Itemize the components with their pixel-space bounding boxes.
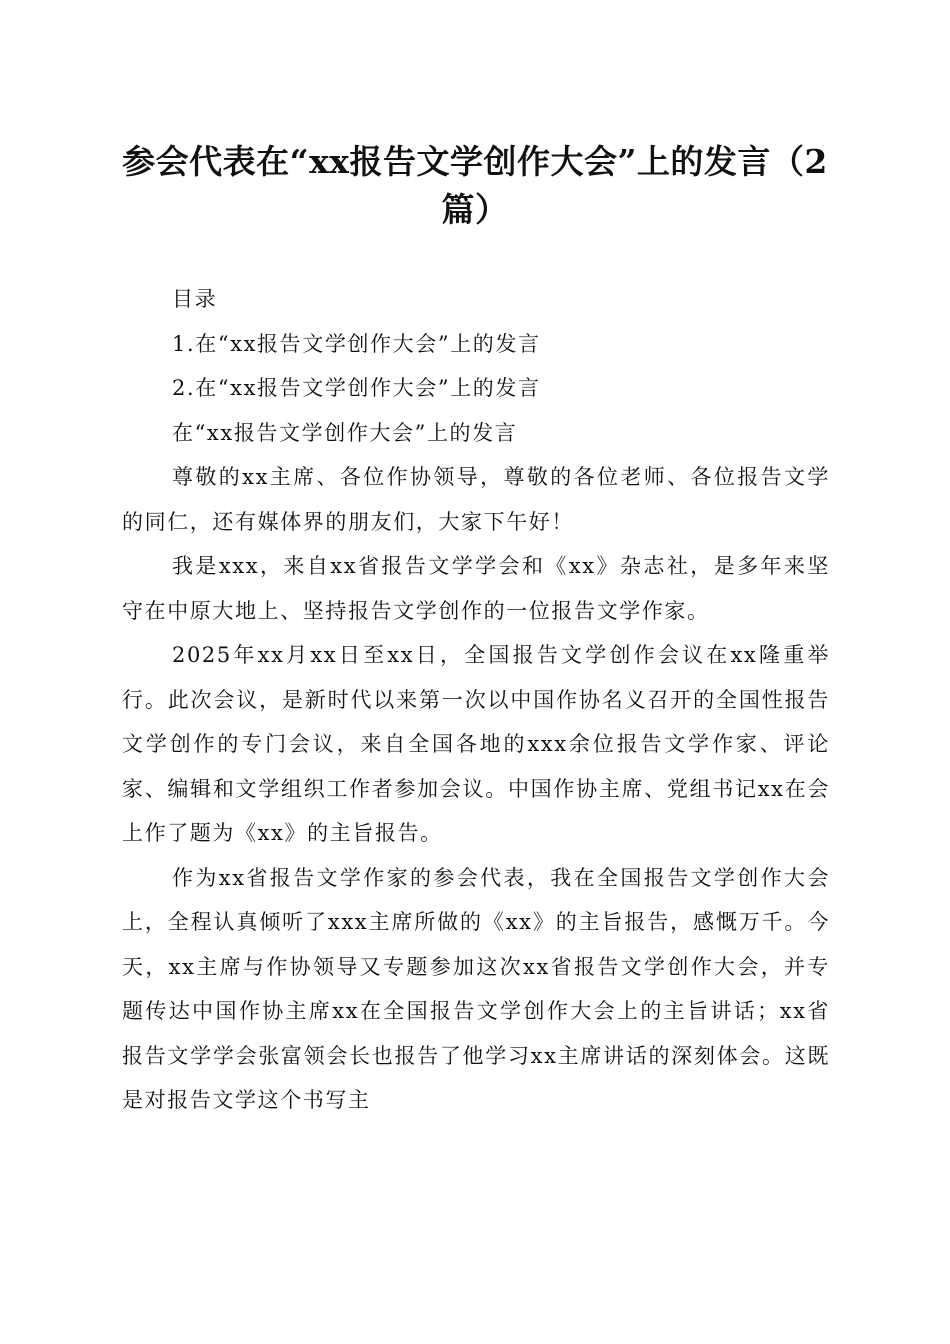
toc-item-2: 2.在“xx报告文学创作大会”上的发言 xyxy=(172,376,541,400)
toc-item-1: 1.在“xx报告文学创作大会”上的发言 xyxy=(172,331,541,356)
paragraph-greeting: 尊敬的xx主席、各位作协领导，尊敬的各位老师、各位报告文学的同仁，还有媒体界的朋友们，大家下午好！ xyxy=(122,465,830,534)
paragraph-conference: 2025年xx月xx日至xx日，全国报告文学创作会议在xx隆重举行。此次会议，是新时代以来第一次以中国作协名义召开的全国性报告文学创作的专门会议，来自全国各地的xxx余位报告文学作家、评论家、编辑和文学组织工作者参加会议。中国作协主席、党组书记xx在会上作了题为《xx》的主旨报告。 xyxy=(122,643,830,845)
document-body xyxy=(122,277,830,1123)
paragraph-reflection: 作为xx省报告文学作家的参会代表，我在全国报告文学创作大会上，全程认真倾听了xxx主席所做的《xx》的主旨报告，感慨万千。今天，xx主席与作协领导又专题参加这次xx省报告文学创作大会，并专题传达中国作协主席xx在全国报告文学创作大会上的主旨讲话；xx省报告文学学会张富领会长也报告了他学习xx主席讲话的深刻体会。这既是对报告文学这个书写主 xyxy=(122,865,830,1112)
section-title: 在“xx报告文学创作大会”上的发言 xyxy=(172,420,518,445)
paragraph-introduction: 我是xxx，来自xx省报告文学学会和《xx》杂志社，是多年来坚守在中原大地上、坚持报告文学创作的一位报告文学作家。 xyxy=(122,554,830,623)
document-title: 参会代表在“xx报告文学创作大会”上的发言（2篇） xyxy=(122,142,828,229)
toc-heading: 目录 xyxy=(172,287,218,311)
